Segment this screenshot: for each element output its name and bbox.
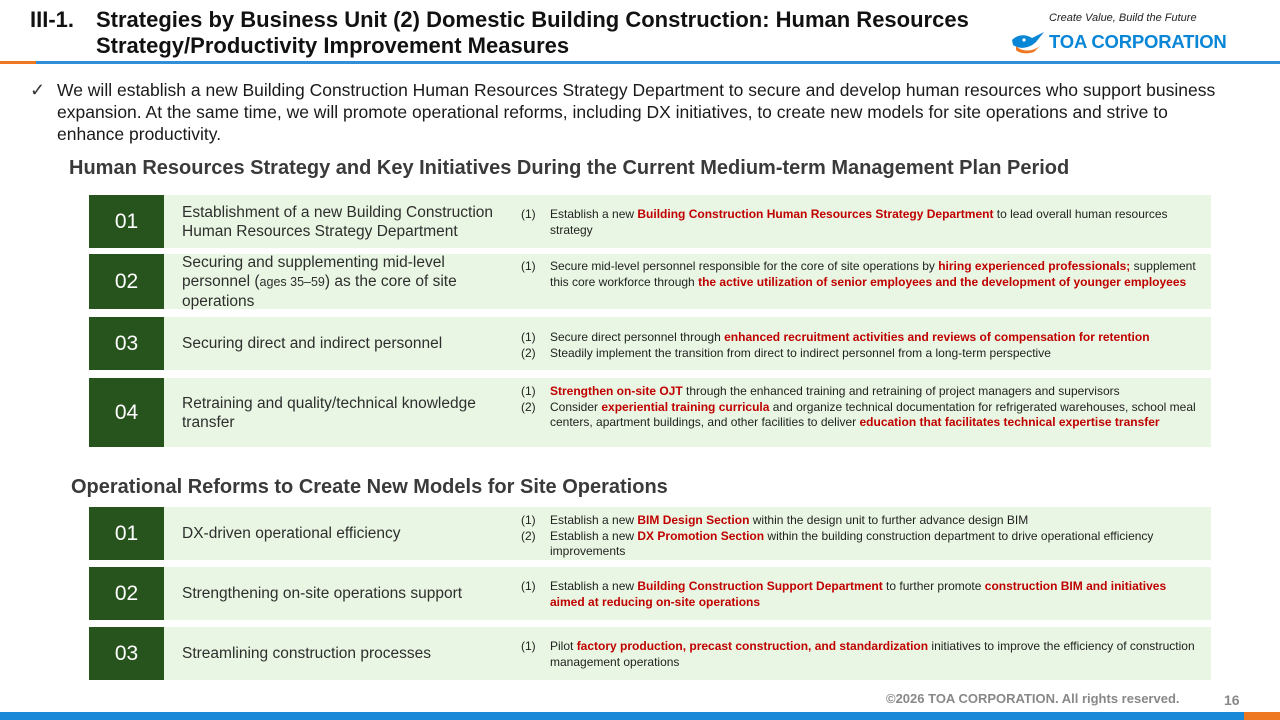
item-text: Establish a new [550, 207, 638, 221]
highlighted-text: experiential training curricula [601, 399, 770, 414]
item-text: Secure mid-level personnel responsible for the core of site operations by [550, 259, 939, 273]
initiative-item [521, 400, 1201, 431]
row-items [521, 330, 1201, 361]
highlighted-text: enhanced recruitment activities and reviews of compensation for retention [724, 330, 1150, 344]
item-text: Secure direct personnel through [550, 330, 725, 344]
row-title: Securing direct and indirect personnel [182, 335, 443, 352]
highlighted-text: hiring experienced professionals; [938, 259, 1131, 273]
header-divider-accent [0, 61, 36, 64]
highlighted-text: Strengthen on-site OJT [550, 384, 683, 398]
page-title: Strategies by Business Unit (2) Domestic Building Construction: Human Resources Strategy/Productivity Improvement Measures [96, 7, 969, 58]
checkmark-icon: ✓ [30, 80, 46, 100]
header-divider [0, 61, 1280, 64]
item-number: (1) [521, 330, 536, 344]
highlighted-text: Building Construction Human Resources Strategy Department [637, 207, 994, 221]
highlighted-text: education that facilitates technical expertise transfer [859, 415, 1160, 429]
row-items [521, 259, 1201, 290]
initiative-item [521, 207, 1201, 238]
item-number: (1) [521, 259, 536, 273]
item-number: (1) [521, 639, 536, 653]
row-items [521, 207, 1201, 238]
highlighted-text: BIM Design Section [637, 513, 750, 527]
item-number: (1) [521, 513, 536, 527]
row-items [521, 579, 1201, 610]
item-text: initiatives to improve the efficiency of construction management operations [550, 639, 1195, 669]
row-title: DX-driven operational efficiency [182, 525, 401, 542]
item-number: (1) [521, 384, 536, 398]
initiative-item [521, 529, 1201, 560]
initiative-item [521, 513, 1201, 529]
ops-row-01 [89, 507, 1211, 560]
row-title: Securing and supplementing mid-level personnel (ages 35–59) as the core of site operations [182, 253, 457, 310]
intro-text: We will establish a new Building Construction Human Resources Strategy Department to secure and develop human resources who support business expansion. At the same time, we will promote operational reforms, including DX initiatives, to create new models for site operations and strive to enhance productivity. [57, 80, 1216, 144]
item-text: Consider [550, 399, 602, 414]
hr-row-04 [89, 378, 1211, 447]
company-tagline: Create Value, Build the Future [1049, 12, 1197, 24]
hr-row-02 [89, 254, 1211, 309]
item-text: within the building construction department to drive operational efficiency improvements [550, 528, 1154, 558]
footer-bar [0, 712, 1280, 720]
highlighted-text: the active utilization of senior employees and the development of younger employees [698, 274, 1187, 289]
item-text: through the enhanced training and retraining of project managers and supervisors [682, 384, 1120, 398]
row-items [521, 639, 1201, 670]
row-number: 03 [89, 627, 164, 680]
slide-header [0, 0, 1280, 62]
row-title: Establishment of a new Building Construction Human Resources Strategy Department [182, 203, 494, 240]
highlighted-text: DX Promotion Section [637, 528, 765, 543]
highlighted-text: construction BIM and initiatives aimed at reducing on-site operations [550, 579, 1167, 609]
row-title: Streamlining construction processes [182, 645, 431, 662]
hr-row-01 [89, 195, 1211, 248]
row-number: 01 [89, 195, 164, 248]
page-number: 16 [1224, 692, 1240, 708]
row-items [521, 384, 1201, 431]
row-title: Strengthening on-site operations support [182, 585, 463, 602]
item-text: supplement this core workforce through [550, 259, 1196, 289]
item-text: and organize technical documentation for refrigerated warehouses, school meal centers, apartment buildings, and other facilities to deliver [550, 399, 1196, 429]
initiative-item [521, 579, 1201, 610]
hr-row-03 [89, 317, 1211, 370]
item-text: Establish a new [550, 579, 638, 593]
initiative-item [521, 330, 1201, 346]
item-text: Establish a new [550, 528, 638, 543]
initiative-item [521, 384, 1201, 400]
footer-bar-accent [1244, 712, 1280, 720]
item-text: Establish a new [550, 513, 638, 527]
initiative-item [521, 259, 1201, 290]
item-text: within the design unit to further advance design BIM [749, 513, 1029, 527]
row-items [521, 513, 1201, 560]
highlighted-text: factory production, precast construction, and standardization [576, 639, 929, 653]
company-logo [1010, 30, 1250, 54]
section-number: III-1. [30, 7, 75, 32]
item-number: (1) [521, 207, 536, 221]
row-number: 04 [89, 378, 164, 447]
item-number: (2) [521, 528, 536, 543]
item-text: Steadily implement the transition from direct to indirect personnel from a long-term perspective [550, 345, 1051, 360]
item-number: (1) [521, 579, 536, 593]
item-text: to further promote [882, 579, 985, 593]
toa-bird-logo-icon [1010, 30, 1046, 54]
row-number: 02 [89, 567, 164, 620]
item-number: (2) [521, 345, 536, 360]
copyright-text: ©2026 TOA CORPORATION. All rights reserved. [886, 691, 1180, 706]
highlighted-text: Building Construction Support Department [637, 579, 883, 593]
ops-section-title: Operational Reforms to Create New Models for Site Operations [71, 476, 668, 498]
logo-text: TOA CORPORATION [1049, 31, 1227, 52]
item-text: Pilot [550, 639, 577, 653]
row-number: 03 [89, 317, 164, 370]
item-number: (2) [521, 399, 536, 414]
row-number: 01 [89, 507, 164, 560]
row-number: 02 [89, 254, 164, 309]
ops-row-03 [89, 627, 1211, 680]
initiative-item [521, 346, 1201, 362]
ops-row-02 [89, 567, 1211, 620]
item-text: to lead overall human resources strategy [550, 207, 1168, 237]
hr-section-title: Human Resources Strategy and Key Initiatives During the Current Medium-term Management Plan Period [69, 157, 1070, 179]
row-title: Retraining and quality/technical knowledge transfer [182, 394, 476, 431]
initiative-item [521, 639, 1201, 670]
